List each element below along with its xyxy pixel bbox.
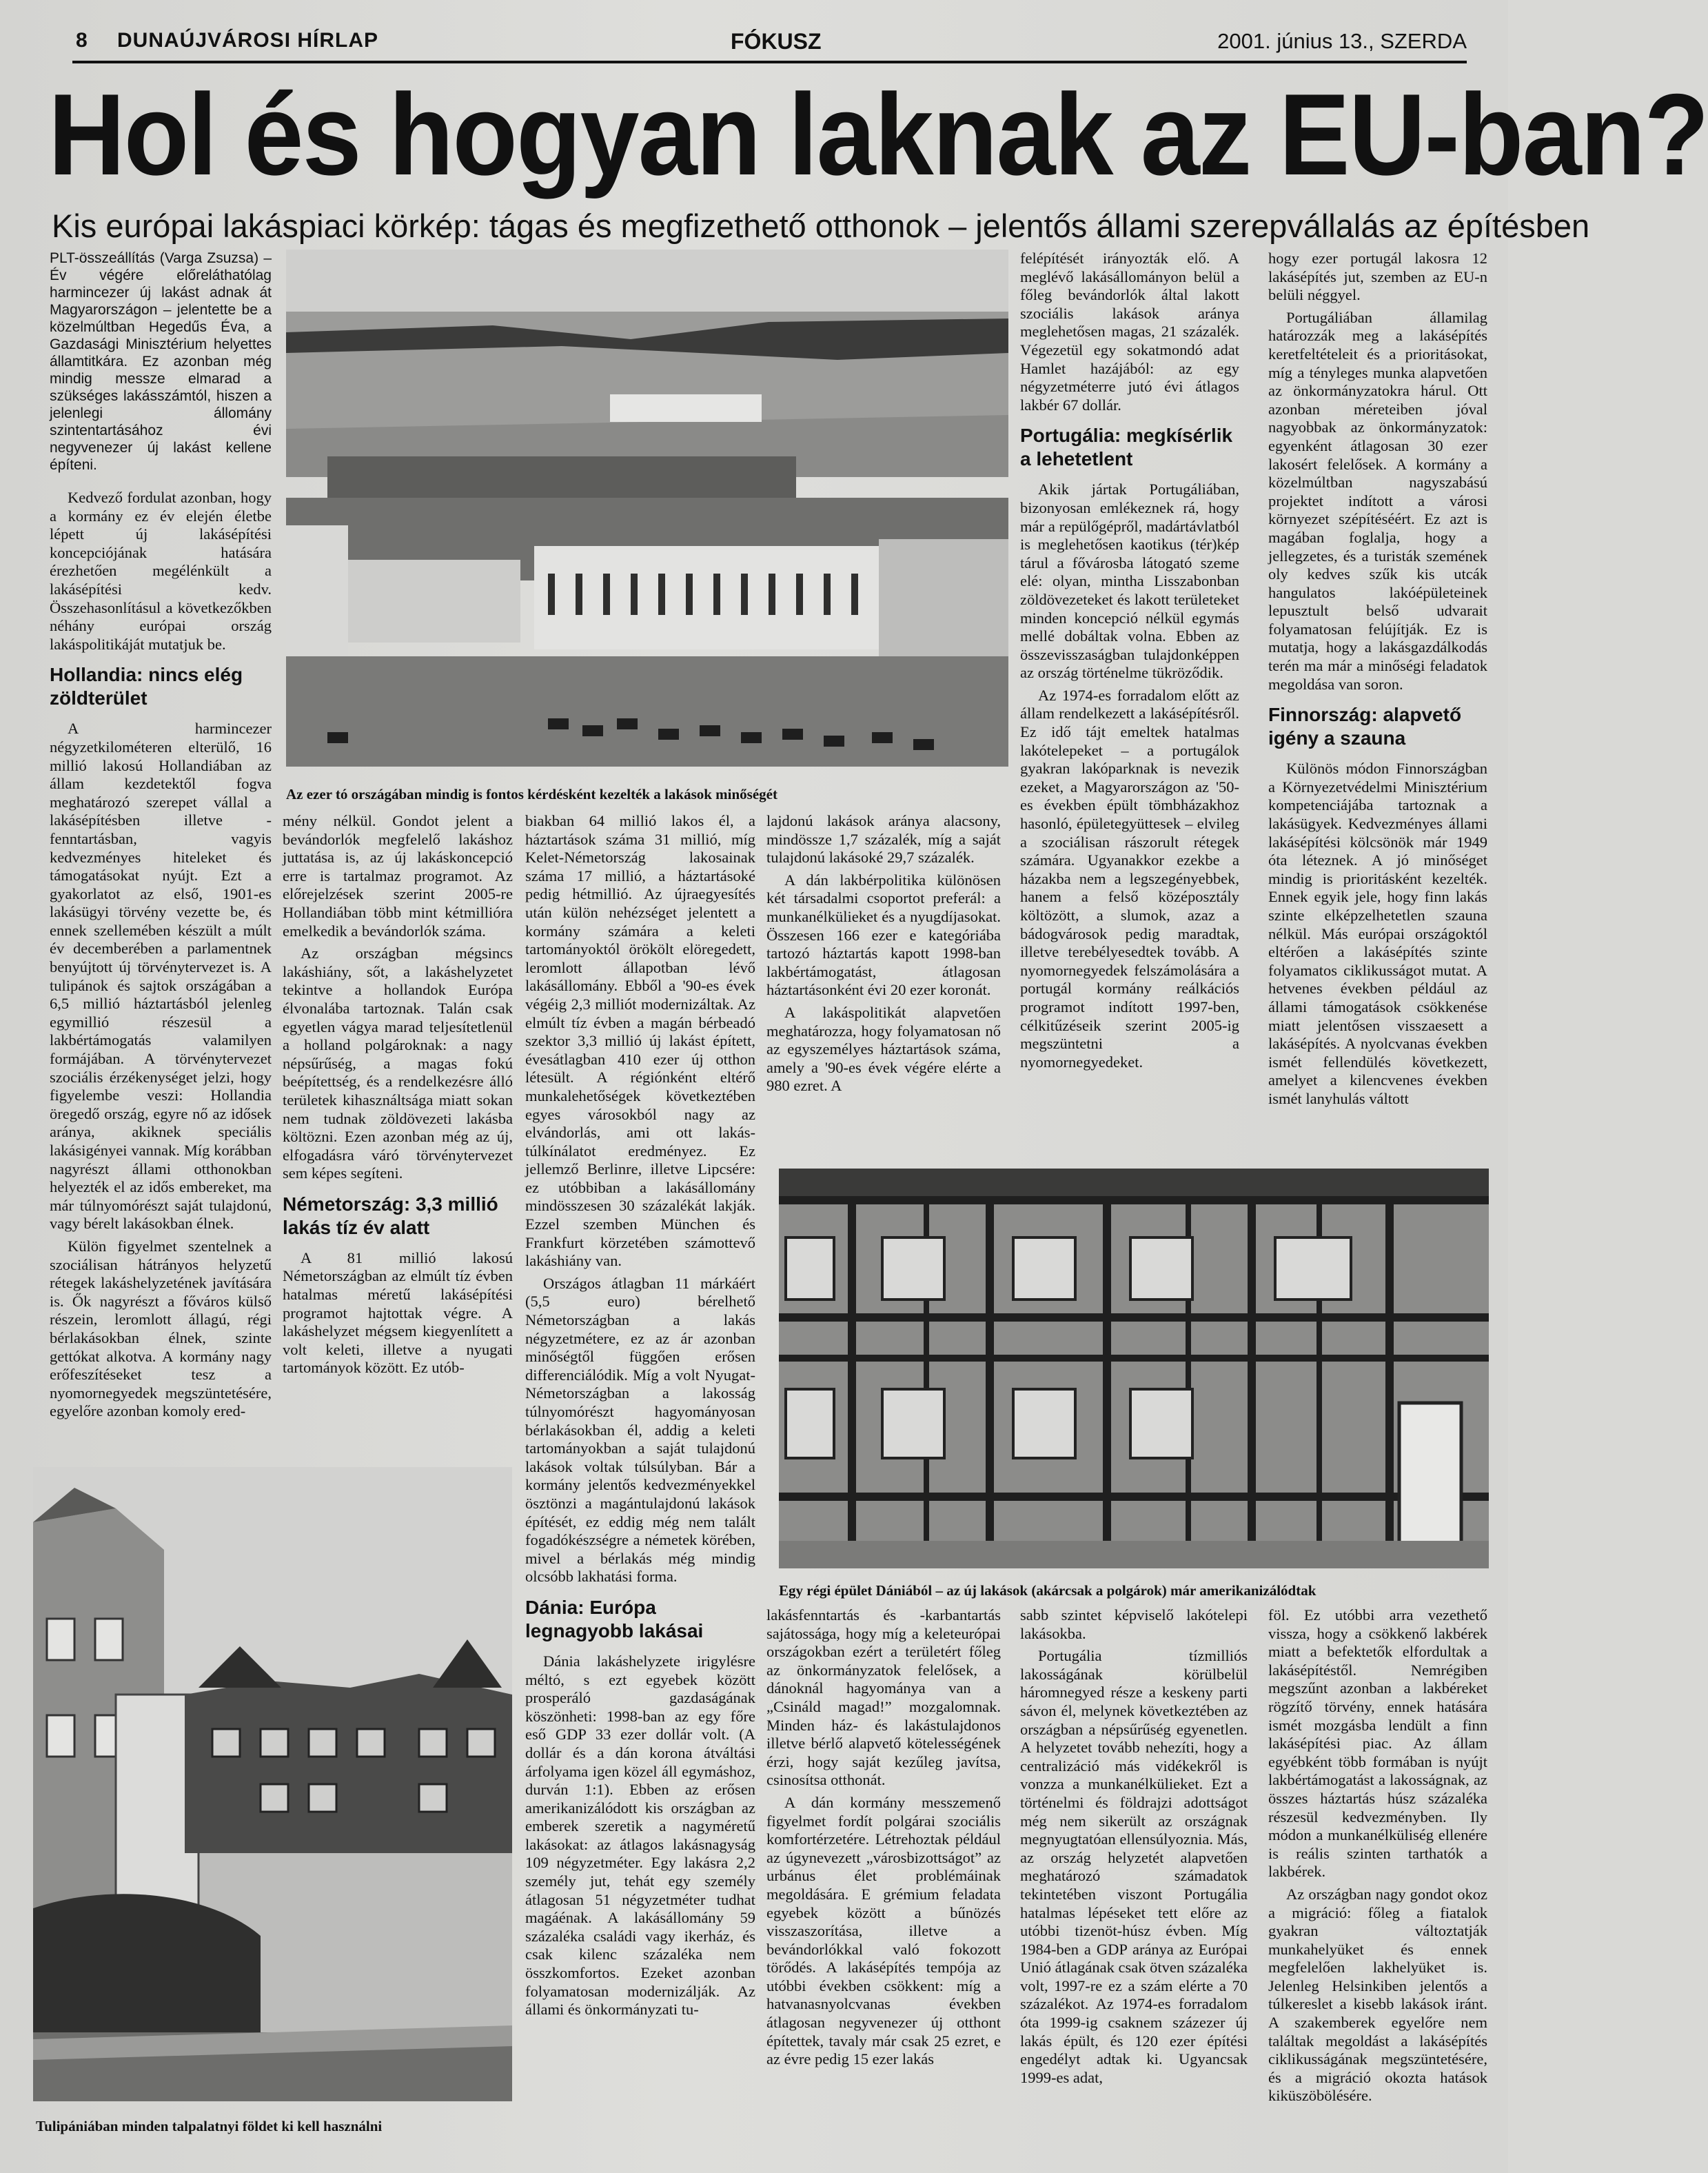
denmark-photo-caption: Egy régi épület Dániából – az új lakások (akárcsak a polgárok) már amerikanizálódtak — [779, 1582, 1316, 1599]
paragraph: sabb szintet képviselő lakótelepi lakásokba. — [1020, 1606, 1248, 1642]
paragraph: Az 1974-es forradalom előtt az állam rendelkezett a lakásépítésről. Ez idő tájt emeltek hatalmas lakótelepeket – a portugálok gyakran lakóparknak is nevezik ezeket, a Magyarországon az '50-es években épült tömbházakhoz hasonló, épületegyüttesek – elvileg a szociálisan rászorult rétegek számára. Ugyanakkor ezekbe a házakba nem a legszegényebbek, hanem a felső középosztály költözött, a slumok, azaz a bádogvárosok pedig maradtak, illetve terebélyesedtek tovább. A nyomornegyedek felszámolására a portugál kormány reálkációs programot indított 1997-ben, célkitűzéseik szerint 2005-ig megszüntetni a nyomornegyedeket. — [1020, 686, 1239, 1071]
paragraph: Az országban mégsincs lakáshiány, sőt, a lakáshelyzetet tekintve a hollandok Európa élvonalába tartoznak. Talán csak egyetlen vágya marad teljesítetlenül a holland polgároknak: a nagy népsűrűség, a magas fokú beépítettség, és a rendelkezésre álló területek kihasználtsága miatt sokan nem tudnak zöldövezeti lakásba költözni. Ezen azonban még az új, elfogadásra váró törvénytervezet sem képes segíteni. — [283, 944, 513, 1182]
paragraph: Országos átlagban 11 márkáért (5,5 euro) bérelhető Németországban a lakás négyzetmétere, ez az ár azonban minőségtől függően erősen differenciálódik. Míg a volt Nyugat-Németországban a lakosság túlnyomórészt hagyományosan bérlakásokban él, addig a keleti tartományokban a saját tulajdonú lakások voltak túlsúlyban. Bár a kormány jelentős kedvezményekkel ösztönzi a magántulajdonú lakások építését, ez eddig még nem talált fogadókészségre a németek körében, mivel a bérlakás még mindig olcsóbb lakhatási forma. — [525, 1274, 755, 1586]
paragraph: A dán kormány messzemenő figyelmet fordít polgárai szociális komfortérzetére. Létrehoztak például az úgynevezett „városbizottságot” az urbánus élet problémáinak megoldására. E grémium feladata egyebek között a bűnözés visszaszorítása, illetve a bevándorlókkal való fokozott törődés. A lakásépítés tempója az utóbbi években csökkent: míg a hatvanasnyolcvanas években átlagosan negyvenezer új otthont építettek, tavaly már csak 25 ezret, e az évre pedig 15 ezer lakás — [766, 1793, 1001, 2068]
column-6 — [1268, 250, 1487, 1166]
paragraph: Különös módon Finnországban a Környezetvédelmi Minisztérium kompetenciájába tartoznak a lakásügyek. Kedvezményes állami lakásépítési kölcsönök már 1949 óta léteznek. A jó minőséget mindig is prioritásként kezelték. Ennek egyik jele, hogy finn lakás szinte elképzelhetetlen szauna nélkül. Más európai országoktól eltérően a lakásépítés szinte folyamatos ciklikusságot mutat. A hetvenes években például az állami támogatások csökkenése miatt jelentősen visszaesett a lakásépítés. A nyolcvanas években ismét fellendülés következett, amelyet a kilencvenes években ismét lanyhulás váltott — [1268, 760, 1487, 1107]
paragraph: A dán lakbérpolitika különösen két társadalmi csoportot preferál: a munkanélkülieket és a nyugdíjasokat. Összesen 166 ezer e kategóriába tartozó háztartás kapott 1998-ban lakbértámogatást, átlagosan háztartásonként évi 20 ezer koronát. — [766, 871, 1001, 999]
column-4-upper — [766, 812, 1001, 1171]
harbor-photo — [286, 250, 1008, 767]
paragraph: Dánia lakáshelyzete irigylésre méltó, s ezt egyebek között prosperáló gazdaságának köszönheti: 1998-ban az egy főre eső GDP 33 ezer dollár volt. (A dollár és a dán korona átváltási árfolyama igen közel áll egymáshoz, durván 1:1). Ebben az erősen amerikanizálódott kis országban az emberek szeretik a nagyméretű lakásokat: az átlagos lakásnagyság 109 négyzetméter. Egy lakásra 2,2 személy jut, tehát egy személy átlagosan 51 négyzetméter tudhat magáénak. A lakásállomány 59 százaléka családi vagy ikerház, és csak kilenc százaléka nem összkomfortos. Ezeket azonban folyamatosan modernizálják. Az állami és önkormányzati tu- — [525, 1652, 755, 2019]
paragraph: Külön figyelmet szentelnek a szociálisan hátrányos helyzetű rétegek lakáshelyzetének javítására is. Ők nagyrészt a főváros külső részein, leromlott állagú, régi bérlakásokban élnek, szinte gettókat alkotva. A kormány nagy erőfeszítéseket tesz a nyomornegyedek megszüntetésére, egyelőre azonban komoly ered- — [50, 1237, 272, 1420]
paragraph: Portugáliában államilag határozzák meg a lakásépítés keretfeltételeit és a prioritásokat, míg a tényleges munka alapvetően az önkormányzatokra hárul. Ott azonban méreteiben jóval nagyobbak az önkormányzatok: egyenként átlagosan 30 ezer lakosért felelősek. A kormány a közelmúltban nagyszabású projektet indított a városi környezet szépítéséért. Ez azt is magában foglalja, hogy a jellegzetes, és a turisták szemének oly kedves szűk kis utcák hangulatos lakóépületeinek lepusztult belső udvarait folyamatosan felújítják. Ez is mutatja, hogy a lakásgazdálkodás terén ma már a minőségi feladatok megoldása van soron. — [1268, 308, 1487, 693]
tulip-houses-photo — [33, 1467, 512, 2101]
paragraph: Portugália tízmilliós lakosságának körülbelül háromnegyed része a keskeny parti sávon él, melynek következtében az országban a népsűrűség egyenetlen. A helyzetet tovább nehezíti, hogy a centralizáció más vidékekről is vonzza a munkanélkülieket. Ezt a történelmi és földrajzi adottságot még nem sikerült az országnak megnyugtatóan ellensúlyoznia. Más, az ország helyzetét alapvetően meghatározó számadatok tekintetében viszont Portugália hatalmas lépéseket tett előre az utóbbi tizenöt-húsz évben. Míg 1984-ben a GDP aránya az Európai Unió átlagának csak ötven százaléka volt, 1997-re ez a szám elérte a 70 százalékot. Az 1974-es forradalom óta 1999-ig csaknem százezer új lakás épült, és 120 ezer építési engedélyt adtak ki. Ugyancsak 1999-es adat, — [1020, 1647, 1248, 2086]
column-1 — [50, 250, 272, 1463]
paragraph: felépítését irányozták elő. A meglévő lakásállományon belül a főleg bevándorlók által lakott szociális lakások aránya meglehetősen magas, 21 százalék. Végezetül egy sokatmondó adat Hamlet hazájából: az egy négyzetméterre jutó évi átlagos lakbér 67 dollár. — [1020, 250, 1239, 414]
page-number: 8 — [76, 29, 88, 52]
paper-name: DUNAÚJVÁROSI HÍRLAP — [117, 29, 379, 52]
subheading-nemetorszag: Németország: 3,3 millió lakás tíz év alatt — [283, 1193, 498, 1238]
page-header — [76, 26, 1467, 62]
paragraph: biakban 64 millió lakos él, a háztartások száma 31 millió, míg Kelet-Németország lakosainak száma 17 millió, a háztartásoké pedig hétmillió. Az újraegyesítés után külön nehézséget jelentett a kormány számára a keleti tartományoktól örökölt elöregedett, leromlott állapotban lévő lakásállomány. Ebből a '90-es évek végéig 2,3 milliót modernizáltak. Az elmúlt tíz évben a magán bérbeadó szektor 3,3 millió új lakást épített, évesátlagban 410 ezer új otthon létesült. A régiónként eltérő munkalehetőségek következtében egyes városokból nagy az elvándorlás, ami ott lakás-túlkínálatot eredményez. Ez jellemző Berlinre, illetve Lipcsére: ez utóbbiban a lakásállomány mindösszesen 30 százalékát lakják. Ezzel szemben München és Frankfurt körzetében számottevő lakáshiány van. — [525, 812, 755, 1270]
paragraph: Akik jártak Portugáliában, bizonyosan emlékeznek rá, hogy már a repülőgépről, madártávlatból is meglehetősen kaotikus (tér)kép tárul a fővárosba látogató szeme elé: olyan, mintha Lisszabonban zöldövezeteket és lakott területeket minden koncepció nélkül egymás mellé dobáltak volna. Ebben az összevisszaságban tulajdonképpen az ország történelme tükröződik. — [1020, 481, 1239, 682]
headline: Hol és hogyan laknak az EU-ban? — [48, 70, 1708, 199]
column-3 — [525, 812, 755, 2129]
paragraph: hogy ezer portugál lakosra 12 lakásépítés jut, szemben az EU-n belüli néggyel. — [1268, 250, 1487, 304]
paragraph: föl. Ez utóbbi arra vezethető vissza, hogy a csökkenő lakbérek miatt a befektetők elfordultak a lakásépítéstől. Nemrégiben megszűnt azonban a lakbéreket rögzítő törvény, ennek hatására ismét mozgásba lendült a finn lakásépítési piac. Az állam egyébként több formában is nyújt lakbértámogatást a lakosságnak, az összes háztartás húsz százaléka részesül kedvezményben. Ily módon a munkanélküliség ellenére is reális szinten tarthatók a lakbérek. — [1268, 1606, 1487, 1881]
paragraph: A 81 millió lakosú Németországban az elmúlt tíz évben hatalmas méretű lakásépítési programot hajtottak végre. A lakáshelyzet mégsem kiegyenlített a volt keleti, illetve a nyugati tartományok között. Ez utób- — [283, 1249, 513, 1377]
paragraph: lakásfenntartás és -karbantartás sajátossága, hogy míg a keleteurópai országokban ezért a területért főleg az önkormányzatok felelősek, a dánoknál hagyománya van a „Csináld magad!” mozgalomnak. Minden ház- és lakástulajdonos illetve bérlő alapvető kötelességének érzi, hogy saját kezűleg javítsa, csinosítsa otthonát. — [766, 1606, 1001, 1789]
denmark-building-photo — [779, 1169, 1489, 1568]
paragraph: A harmincezer négyzetkilométeren elterülő, 16 millió lakosú Hollandiában az állam kezdetektől fogva meghatározó szerepet vállal a lakásépítésben illetve -fenntartásban, vagyis kedvezményes hiteleket és támogatásokat nyújt. Ezt a gyakorlatot az első, 1901-es lakásügyi törvény vezette be, és ennek szellemében készült a múlt év decemberében a parlamentnek benyújtott új törvénytervezet is. A tulipánok és sajtok országában a 6,5 millió háztartásból jelenleg egymillió részesül a lakbértámogatás valamilyen formájában. A törvénytervezet szociális érzékenységet jelzi, hogy figyelembe veszi: Hollandia öregedő ország, egyre nő az idősek aránya, akiknek speciális lakásigényei vannak. Míg korábban nagyrészt állami otthonokban helyezték el az idős embereket, ma már túlnyomórészt saját tulajdonú, vagy bérelt lakásokban élnek. — [50, 720, 272, 1233]
column-5 — [1020, 250, 1239, 1166]
column-2 — [283, 812, 513, 1439]
lead-paragraph: PLT-összeállítás (Varga Zsuzsa) – Év végére előreláthatólag harmincezer új lakást adnak át Magyarországon – jelentette be a közelmúltban Hegedűs Éva, a Gazdasági Minisztérium helyettes államtitkára. Ez azonban még mindig messze elmarad a szükséges lakásszámtól, hiszen a jelenlegi állomány szintentartásához évi negyvenezer új lakást kellene építeni. — [50, 250, 272, 473]
column-6-lower — [1268, 1606, 1487, 2151]
subheading-portugalia: Portugália: megkísérlik a lehetetlent — [1020, 425, 1233, 470]
column-5-lower — [1020, 1606, 1248, 2151]
paragraph: Kedvező fordulat azonban, hogy a kormány ez év elején életbe lépett új lakásépítési koncepciójának hatására érezhetően megélénkült a lakásépítési kedv. Összehasonlításul a következőkben néhány európai ország lakáspolitikáját mutatjuk be. — [50, 489, 272, 653]
section-name: FÓKUSZ — [731, 29, 822, 54]
header-rule — [72, 61, 1467, 63]
subheading-hollandia: Hollandia: nincs elég zöldterület — [50, 664, 243, 709]
paragraph: Az országban nagy gondot okoz a migráció: főleg a fiatalok gyakran változtatják munkahelyüket és ennek megfelelően lakhelyüket is. Jelenleg Helsinkiben jelentős a túlkereslet a kisebb lakások iránt. A szakemberek egyelőre nem találtak megoldást a lakásépítés ciklikusságának megszüntetésére, és a migráció okozta hatások kiküszöbölésére. — [1268, 1885, 1487, 2105]
issue-date: 2001. június 13., SZERDA — [1217, 29, 1467, 53]
paragraph: mény nélkül. Gondot jelent a bevándorlók megfelelő lakáshoz juttatása is, az új lakáskoncepció erre is tartalmaz programot. Az előrejelzések szerint 2005-re Hollandiában több mint kétmillióra emelkedik a bevándorlók száma. — [283, 812, 513, 940]
subheading-finnorszag: Finnország: alapvető igény a szauna — [1268, 704, 1462, 749]
paragraph: A lakáspolitikát alapvetően meghatározza, hogy folyamatosan nő az egyszemélyes háztartások száma, amely a '90-es évek végére elérte a 980 ezret. A — [766, 1003, 1001, 1095]
subheadline: Kis európai lakáspiaci körkép: tágas és megfizethető otthonok – jelentős állami szerepvállalás az építésben — [52, 208, 1590, 244]
tulip-photo-caption: Tulipániában minden talpalatnyi földet ki kell használni — [36, 2118, 383, 2134]
subheading-dania: Dánia: Európa legnagyobb lakásai — [525, 1596, 704, 1641]
paragraph: lajdonú lakások aránya alacsony, mindössze 1,7 százalék, míg a saját tulajdonú lakásoké 29,7 százalék. — [766, 812, 1001, 867]
harbor-photo-caption: Az ezer tó országában mindig is fontos kérdésként kezelték a lakások minőségét — [286, 786, 777, 802]
column-4-lower — [766, 1606, 1001, 2151]
